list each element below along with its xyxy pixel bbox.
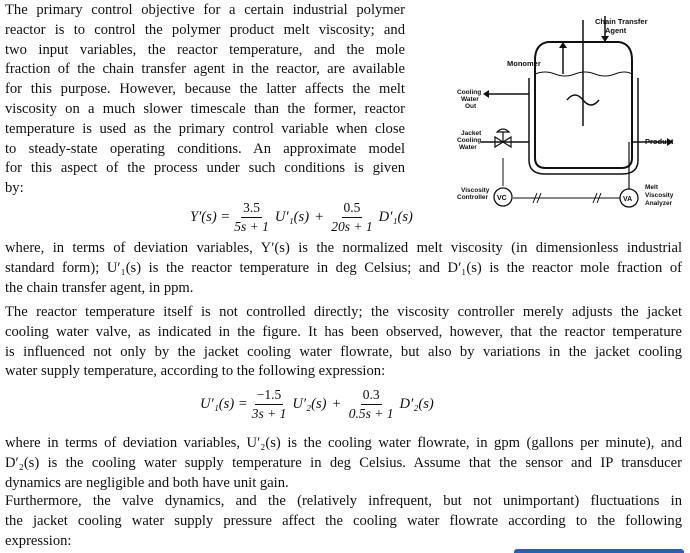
paragraph-deviation-variables [5, 239, 682, 298]
cooling-water-out-label: Cooling [457, 89, 482, 96]
text-line: fraction of the chain transfer agent in the reactor, are available [5, 61, 405, 78]
jacket-water-label: Jacket [461, 130, 482, 137]
text-line: D′₂(s) is the cooling water supply temperature in deg Celsius. Assume that the sensor and IP transducer [5, 454, 682, 471]
eq-term: D′₁(s) [378, 209, 413, 225]
text-line: for this aspect of the process under such conditions is given [5, 160, 405, 177]
fraction-numerator: 3.5 [241, 200, 262, 218]
va-tag: VA [623, 196, 633, 203]
fraction-denominator: 0.5s + 1 [348, 406, 394, 421]
eq-term: U′₁(s) [274, 209, 310, 225]
analyzer-label: Analyzer [645, 200, 673, 207]
viscosity-controller-label: Controller [457, 194, 489, 201]
text-line: the chain transfer agent, in ppm. [5, 279, 194, 296]
paragraph-reactor-temperature [5, 303, 682, 382]
fraction-denominator: 3s + 1 [251, 406, 287, 421]
eq-lhs: U′₁(s) = [200, 396, 248, 412]
eq-operator: + [332, 396, 341, 412]
text-line: standard form); U′₁(s) is the reactor temperature in deg Celsius; and D′₁(s) is the reactor mole fraction of [5, 259, 682, 276]
eq-lhs: Y′(s) = [190, 209, 231, 225]
monomer-label: Monomer [507, 59, 541, 68]
equation-temperature-model [200, 387, 436, 422]
text-line: to steady-state operating conditions. An approximate model [5, 140, 405, 157]
viscosity-controller-label: Viscosity [461, 187, 490, 194]
cooling-water-out-arrow [483, 90, 489, 98]
chain-transfer-label: Agent [605, 26, 627, 35]
eq-term: U′₂(s) [292, 396, 327, 412]
fraction-numerator: −1.5 [255, 387, 284, 405]
text-line: reactor is to control the polymer product melt viscosity; and [5, 21, 405, 38]
eq-term: D′₂(s) [399, 396, 434, 412]
text-line: The reactor temperature itself is not controlled directly; the viscosity controller merely adjusts the jacket [5, 304, 682, 320]
text-line: by: [5, 180, 24, 197]
text-line: water supply temperature, according to the following expression: [5, 363, 386, 380]
text-line: dynamics are negligible and both have unit gain. [5, 474, 289, 491]
text-line: two input variables, the reactor temperature, and the mole [5, 41, 405, 58]
jacket-water-label: Cooling [457, 137, 482, 144]
text-line: viscosity on a much slower timescale than the former, reactor [5, 100, 405, 117]
text-line: Furthermore, the valve dynamics, and the (relatively infrequent, but not unimportant) fluctuations in [5, 493, 682, 509]
reactor-diagram-svg [415, 8, 690, 216]
eq-operator: + [315, 209, 324, 225]
text-line: cooling water valve, as indicated in the figure. It has been observed, however, that the reactor temperature [5, 323, 682, 340]
fraction-denominator: 5s + 1 [234, 219, 269, 234]
overlay-tab-edge [514, 549, 684, 553]
fraction-denominator: 20s + 1 [331, 219, 373, 234]
text-line: is influenced not only by the jacket cooling water flowrate, but also by variations in the jacket cooling [5, 343, 682, 360]
reactor-process-diagram [415, 8, 690, 216]
text-line: the jacket cooling water supply pressure affect the cooling water flowrate according to the following [5, 512, 682, 529]
fraction [250, 387, 289, 422]
paragraph-valve-dynamics [5, 492, 682, 551]
product-label: Product [645, 137, 674, 146]
cooling-water-out-label: Out [465, 103, 477, 110]
chain-transfer-label: Chain Transfer [595, 17, 648, 26]
analyzer-label: Melt [645, 184, 658, 191]
fraction [347, 387, 396, 422]
fraction [329, 200, 374, 235]
text-line: for this purpose. However, because the latter affects the melt [5, 81, 405, 98]
intro-paragraph [5, 1, 405, 199]
text-line: temperature is used as the primary control variable when close [5, 120, 405, 137]
text-line: where, in terms of deviation variables, Y′(s) is the normalized melt viscosity (in dimensionless industrial [5, 240, 682, 256]
text-line: The primary control objective for a certain industrial polymer [5, 2, 405, 18]
equation-viscosity-model [190, 200, 415, 235]
jacket-water-label: Water [459, 144, 477, 151]
paragraph-cooling-water [5, 434, 682, 493]
fraction [232, 200, 271, 235]
vc-tag: VC [497, 195, 507, 202]
fraction-numerator: 0.5 [342, 200, 363, 218]
cooling-water-out-label: Water [461, 96, 479, 103]
valve-actuator [497, 129, 509, 132]
analyzer-label: Viscosity [645, 192, 674, 199]
text-line: expression: [5, 532, 72, 549]
text-line: where in terms of deviation variables, U′₂(s) is the cooling water flowrate, in gpm (gallons per minute), and [5, 435, 682, 451]
fraction-numerator: 0.3 [361, 387, 382, 405]
